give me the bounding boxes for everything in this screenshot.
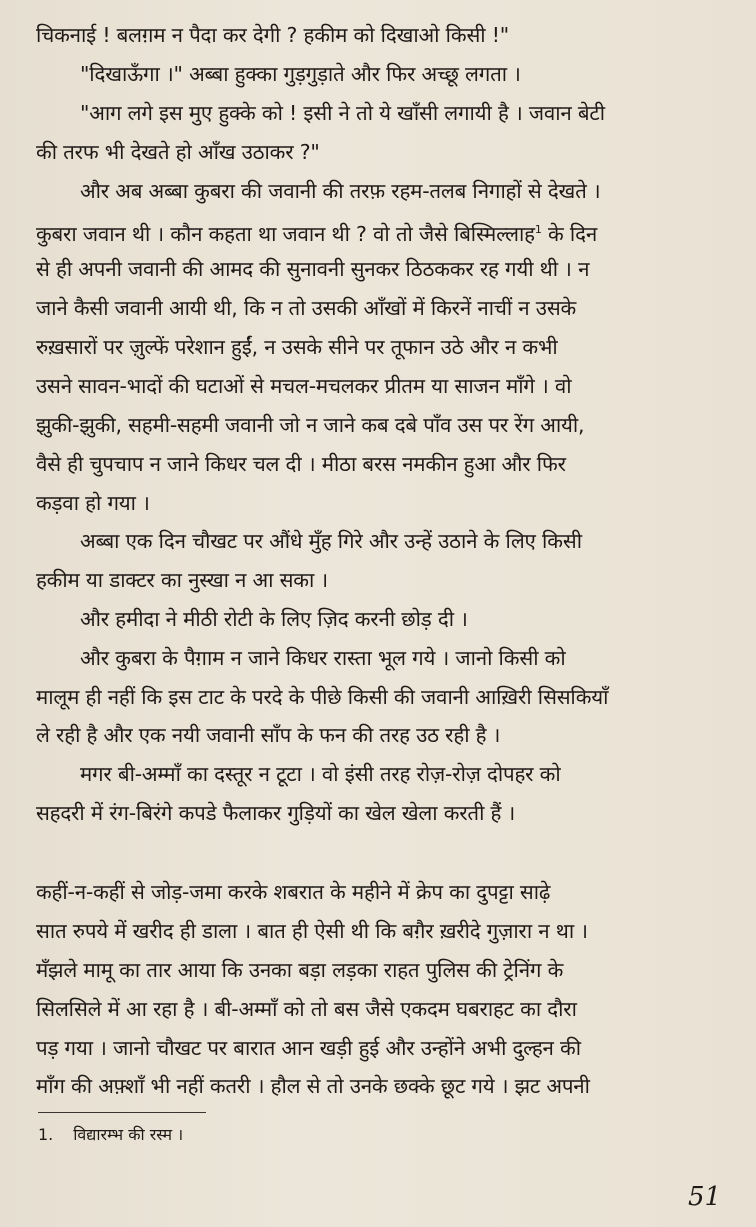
text-line: कड़वा हो गया । bbox=[36, 491, 150, 515]
footnote-number: 1. bbox=[38, 1125, 54, 1144]
text-line: और कुबरा के पैग़ाम न जाने किधर रास्ता भूल गये । जानो किसी को bbox=[80, 646, 566, 670]
text-line: अब्बा एक दिन चौखट पर औंधे मुँह गिरे और उन्हें उठाने के लिए किसी bbox=[80, 529, 582, 553]
text-line: सहदरी में रंग-बिरंगे कपडे फैलाकर गुड़ियों का खेल खेला करती हैं । bbox=[36, 801, 516, 825]
text-line: कुबरा जवान थी । कौन कहता था जवान थी ? वो तो जैसे बिस्मिल्लाह$^1$ के दिन bbox=[36, 221, 598, 246]
text-line-content: कुबरा जवान थी । कौन कहता था जवान थी ? वो तो जैसे बिस्मिल्लाह bbox=[36, 221, 535, 246]
text-line: मँझले मामू का तार आया कि उनका बड़ा लड़का राहत पुलिस की ट्रेनिंग के bbox=[36, 958, 564, 982]
text-line: वैसे ही चुपचाप न जाने किधर चल दी । मीठा बरस नमकीन हुआ और फिर bbox=[36, 452, 566, 476]
text-line: सिलसिले में आ रहा है । बी-अम्माँ को तो बस जैसे एकदम घबराहट का दौरा bbox=[36, 997, 577, 1021]
text-line: रुख़सारों पर ज़ुल्फें परेशान हुईं, न उसके सीने पर तूफान उठे और न कभी bbox=[36, 335, 558, 359]
text-line: जाने कैसी जवानी आयी थी, कि न तो उसकी आँखों में किरनें नाचीं न उसके bbox=[36, 296, 577, 320]
text-line: उसने सावन-भादों की घटाओं से मचल-मचलकर प्रीतम या साजन माँगे । वो bbox=[36, 374, 572, 398]
footnote bbox=[38, 1123, 183, 1147]
text-line: से ही अपनी जवानी की आमद की सुनावनी सुनकर ठिठककर रह गयी थी । न bbox=[36, 257, 590, 281]
text-line: "आग लगे इस मुए हुक्के को ! इसी ने तो ये खाँसी लगायी है । जवान बेटी bbox=[80, 101, 605, 125]
text-line: "दिखाऊँगा ।" अब्बा हुक्का गुड़गुड़ाते और फिर अच्छू लगता । bbox=[80, 62, 521, 86]
text-line: मगर बी-अम्माँ का दस्तूर न टूटा । वो इंसी तरह रोज़-रोज़ दोपहर को bbox=[80, 762, 561, 786]
text-line: सात रुपये में खरीद ही डाला । बात ही ऐसी थी कि बग़ैर ख़रीदे गुज़ारा न था । bbox=[36, 919, 588, 943]
text-line: और हमीदा ने मीठी रोटी के लिए ज़िद करनी छोड़ दी । bbox=[80, 607, 468, 631]
text-line: चिकनाई ! बलग़म न पैदा कर देगी ? हकीम को दिखाओ किसी !" bbox=[36, 23, 509, 47]
footnote-text: विद्यारम्भ की रस्म । bbox=[73, 1125, 184, 1144]
text-line: पड़ गया । जानो चौखट पर बारात आन खड़ी हुई और उन्होंने अभी दुल्हन की bbox=[36, 1036, 581, 1060]
page-number: 51 bbox=[688, 1182, 722, 1212]
text-line: और अब अब्बा कुबरा की जवानी की तरफ़ रहम-तलब निगाहों से देखते । bbox=[80, 179, 601, 203]
text-line: कहीं-न-कहीं से जोड़-जमा करके शबरात के महीने में क्रेप का दुपट्टा साढ़े bbox=[36, 880, 551, 904]
text-line: हकीम या डाक्टर का नुस्खा न आ सका । bbox=[36, 568, 328, 592]
footnote-marker: 1 bbox=[534, 223, 542, 236]
text-line: माँग की अफ़्शाँ भी नहीं कतरी । हौल से तो उनके छक्के छूट गये । झट अपनी bbox=[36, 1074, 590, 1098]
text-line: ले रही है और एक नयी जवानी साँप के फन की तरह उठ रही है । bbox=[36, 723, 501, 747]
text-line: झुकी-झुकी, सहमी-सहमी जवानी जो न जाने कब दबे पाँव उस पर रेंग आयी, bbox=[36, 413, 585, 437]
text-line: की तरफ भी देखते हो आँख उठाकर ?" bbox=[36, 140, 320, 164]
footnote-divider bbox=[38, 1112, 206, 1113]
text-line: मालूम ही नहीं कि इस टाट के परदे के पीछे किसी की जवानी आख़िरी सिसकियाँ bbox=[36, 685, 609, 709]
